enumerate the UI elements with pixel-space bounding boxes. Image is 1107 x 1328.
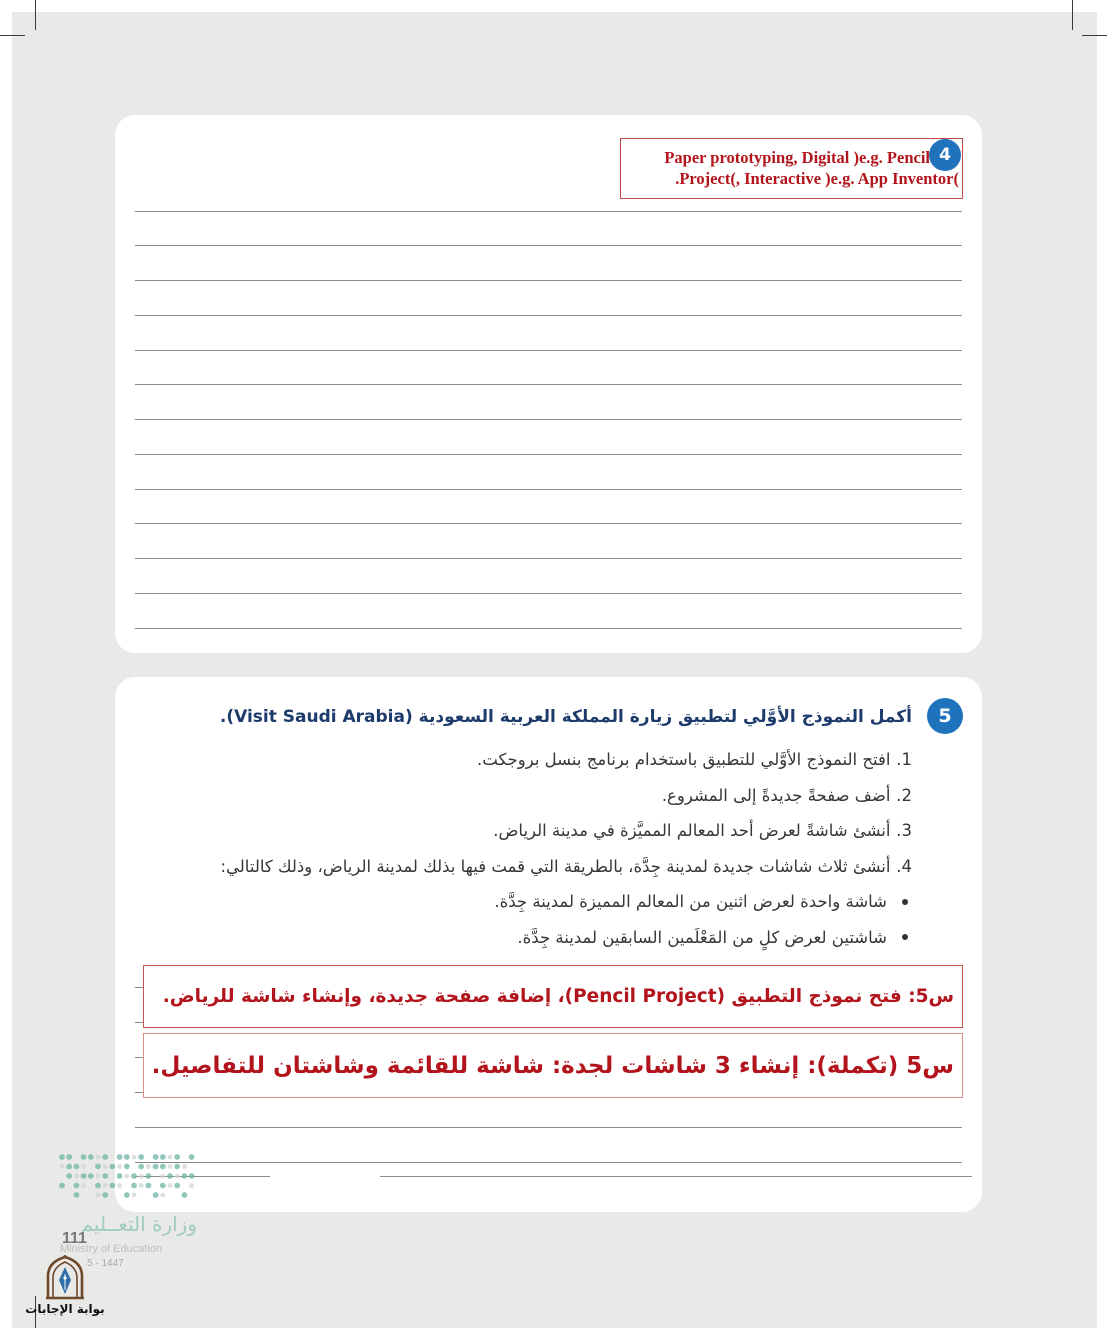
logo-dot: [160, 1193, 165, 1198]
ministry-dots-logo-icon: [58, 1152, 203, 1200]
question-4-number-badge: 4: [929, 139, 961, 171]
logo-dot: [146, 1183, 152, 1189]
logo-dot: [81, 1173, 87, 1179]
crop-mark: [1082, 35, 1107, 36]
list-item: [140, 849, 912, 885]
ruled-line: [135, 454, 962, 455]
logo-dot: [182, 1173, 188, 1179]
step-text: افتح النموذج الأوَّلي للتطبيق باستخدام برنامج بنسل بروجكت.: [477, 750, 891, 769]
logo-dot: [182, 1164, 187, 1169]
logo-dot: [132, 1193, 137, 1198]
logo-dot: [174, 1164, 180, 1170]
logo-dot: [88, 1173, 94, 1179]
logo-dot: [59, 1154, 65, 1160]
answer-text: س5 (تكملة): إنشاء 3 شاشات لجدة: شاشة للقائمة وشاشتان للتفاصيل.: [152, 1052, 954, 1079]
logo-dot: [160, 1183, 166, 1189]
ruled-line: [135, 489, 962, 490]
question-5-number-badge: 5: [927, 698, 963, 734]
steps-list: [140, 742, 912, 955]
ruled-line: [135, 419, 962, 420]
question-5-answer-box: [143, 965, 963, 1028]
logo-dot: [174, 1154, 180, 1160]
ministry-name-arabic: وزارة التعــليم: [80, 1212, 197, 1236]
logo-dot: [66, 1164, 72, 1170]
step-text: أنشئ ثلاث شاشات جديدة لمدينة جِدَّة، بالطريقة التي قمت فيها بذلك لمدينة الرياض، وذلك كالتالي:: [220, 856, 891, 876]
bullet-icon: [902, 899, 908, 905]
logo-dot: [74, 1164, 80, 1170]
logo-dot: [103, 1183, 108, 1188]
ruled-line: [135, 628, 962, 629]
step-text: أضف صفحةً جديدةً إلى المشروع.: [661, 785, 891, 805]
logo-dot: [103, 1164, 108, 1169]
logo-dot: [74, 1192, 80, 1198]
logo-dot: [189, 1154, 195, 1160]
logo-dot: [95, 1183, 101, 1189]
logo-dot: [138, 1164, 144, 1170]
question-4-answer-box: [620, 138, 963, 199]
logo-dot: [110, 1164, 116, 1170]
logo-dot: [124, 1174, 129, 1179]
logo-dot: [102, 1173, 108, 1179]
logo-dot: [117, 1154, 123, 1160]
logo-dot: [160, 1174, 165, 1179]
logo-dot: [124, 1192, 130, 1198]
logo-dot: [153, 1192, 159, 1198]
bullet-text: شاشتين لعرض كلٍ من المَعْلَمين السابقين لمدينة جِدَّة.: [517, 927, 887, 947]
ministry-name-english: Ministry of Education: [60, 1243, 163, 1255]
ruled-line: [135, 350, 962, 351]
gate-pen-logo-icon: [43, 1254, 87, 1300]
ruled-line: [135, 211, 962, 212]
logo-dot: [117, 1183, 122, 1188]
ruled-line: [135, 315, 962, 316]
question-5-answer-box-continued: [143, 1033, 963, 1098]
step-number: 1.: [896, 750, 912, 769]
logo-dot: [139, 1174, 144, 1179]
bullet-item: [140, 884, 912, 920]
answer-line: .Project(, Interactive )e.g. App Inventor(: [675, 169, 959, 188]
ruled-line: [135, 558, 962, 559]
logo-dot: [160, 1164, 166, 1170]
step-number: 3.: [896, 821, 912, 840]
bottom-rule-right: [380, 1176, 972, 1177]
logo-dot: [110, 1183, 116, 1189]
ruled-line: [135, 1162, 962, 1163]
logo-dot: [96, 1155, 101, 1160]
logo-dot: [138, 1154, 144, 1160]
logo-dot: [81, 1183, 86, 1188]
logo-dot: [182, 1192, 188, 1198]
bullet-item: [140, 920, 912, 956]
logo-dot: [160, 1154, 166, 1160]
logo-finial: [64, 1255, 67, 1258]
ruled-line: [135, 280, 962, 281]
logo-dot: [189, 1173, 195, 1179]
logo-dot: [146, 1164, 151, 1169]
question-4-card: [115, 115, 982, 653]
logo-dot: [131, 1183, 137, 1189]
ruled-line: [135, 384, 962, 385]
list-item: [140, 778, 912, 814]
logo-dot: [189, 1183, 194, 1188]
ruled-line: [135, 245, 962, 246]
ruled-line: [135, 1127, 962, 1128]
logo-dot: [66, 1173, 72, 1179]
logo-dot: [96, 1174, 101, 1179]
logo-nib-hole: [63, 1276, 66, 1279]
ruled-line: [135, 523, 962, 524]
logo-dot: [153, 1164, 159, 1170]
logo-dot: [81, 1164, 86, 1169]
logo-dot: [95, 1164, 101, 1170]
step-number: 4.: [896, 856, 912, 876]
logo-dot: [132, 1155, 137, 1160]
edition-year: 5 - 1447: [87, 1258, 124, 1269]
logo-dot: [167, 1173, 173, 1179]
list-item: [140, 813, 912, 849]
logo-dot: [139, 1183, 144, 1188]
logo-dot: [168, 1155, 173, 1160]
logo-dot: [102, 1154, 108, 1160]
answer-text: س5: فتح نموذج التطبيق (Pencil Project)، إضافة صفحة جديدة، وإنشاء شاشة للرياض.: [162, 986, 954, 1007]
logo-dot: [102, 1192, 108, 1198]
crop-mark: [0, 35, 25, 36]
logo-dot: [168, 1183, 173, 1188]
logo-dot: [153, 1154, 159, 1160]
step-number: 2.: [896, 785, 912, 805]
logo-dot: [124, 1164, 130, 1170]
logo-dot: [117, 1164, 122, 1169]
logo-dot: [146, 1173, 152, 1179]
logo-dot: [117, 1173, 123, 1179]
bullet-icon: [902, 934, 908, 940]
logo-dot: [168, 1164, 173, 1169]
logo-dot: [174, 1183, 180, 1189]
logo-dot: [59, 1183, 65, 1189]
logo-dot: [124, 1154, 130, 1160]
logo-dot: [131, 1173, 137, 1179]
bullet-text: شاشة واحدة لعرض اثنين من المعالم المميزة لمدينة جِدَّة.: [494, 892, 887, 911]
crop-mark: [1072, 0, 1073, 30]
logo-dot: [96, 1193, 101, 1198]
site-name: بوابة الإجابات: [25, 1302, 105, 1316]
logo-dot: [60, 1164, 65, 1169]
logo-dot: [74, 1174, 79, 1179]
logo-dot: [175, 1174, 180, 1179]
logo-dot: [74, 1183, 80, 1189]
logo-dot: [66, 1154, 72, 1160]
page-number: 111: [62, 1230, 87, 1247]
crop-mark: [35, 0, 36, 30]
logo-dot: [88, 1154, 94, 1160]
logo-dot: [81, 1154, 87, 1160]
list-item: [140, 742, 912, 778]
answer-line: Paper prototyping, Digital )e.g. Pencil: [664, 148, 930, 167]
step-text: أنشئ شاشةً لعرض أحد المعالم المميَّزة في مدينة الرياض.: [493, 821, 891, 840]
ruled-line: [135, 593, 962, 594]
question-5-heading: أكمل النموذج الأوَّلي لتطبيق زيارة المملكة العربية السعودية (Visit Saudi Arabia).: [219, 707, 912, 727]
question-5-card: [115, 677, 982, 1212]
